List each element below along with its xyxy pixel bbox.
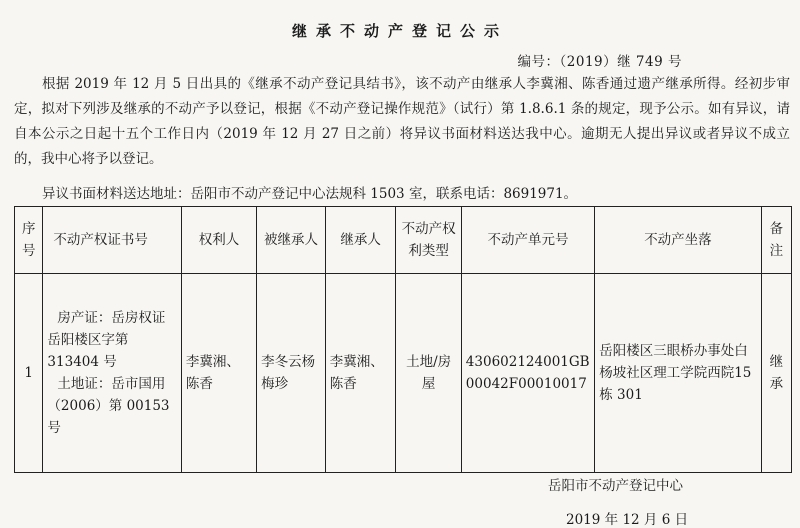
header-location: 不动产坐落 (595, 207, 761, 274)
document-number: 编号：（2019）继 749 号 (517, 54, 682, 70)
header-right-type: 不动产权利类型 (396, 207, 461, 274)
cell-location: 岳阳楼区三眼桥办事处白杨坡社区理工学院西院15 栋 301 (595, 274, 761, 473)
header-cert: 不动产权证书号 (43, 207, 182, 274)
cell-no: 1 (15, 274, 43, 473)
header-decedent: 被继承人 (257, 207, 326, 274)
notice-body: 根据 2019 年 12 月 5 日出具的《继承不动产登记具结书》，该不动产由继承人李冀湘、陈香通过遗产继承所得。经初步审定，拟对下列涉及继承的不动产予以登记，根据《不动产登记操作规范》（试行）第 1.8.6.1 条的规定，现予公示。如有异议，请自本公示之日起十五个工作日内（2019 年 12 月 27 日之前）将异议书面材料送达我中心。逾期无人提出异议或者异议不成立的，我中心将予以登记。 (14, 76, 790, 167)
cell-note: 继承 (761, 274, 791, 473)
header-heir: 继承人 (325, 207, 396, 274)
cell-unit-no: 430602124001GB00042F00010017 (461, 274, 594, 473)
cell-cert (43, 274, 182, 473)
cert-house: 房产证：岳房权证岳阳楼区字第 313404 号 (47, 310, 166, 370)
objection-address: 异议书面材料送达地址：岳阳市不动产登记中心法规科 1503 室，联系电话：8691971。 (42, 186, 578, 202)
registration-table (14, 206, 792, 473)
table-header-row (15, 207, 792, 274)
header-note: 备注 (761, 207, 791, 274)
issue-date: 2019 年 12 月 6 日 (566, 512, 689, 528)
issuing-organization: 岳阳市不动产登记中心 (548, 478, 683, 494)
cell-right-type: 土地/房屋 (396, 274, 461, 473)
header-no: 序号 (15, 207, 43, 274)
header-unit-no: 不动产单元号 (461, 207, 594, 274)
table-row (15, 274, 792, 473)
cert-land: 土地证：岳市国用（2006）第 00153 号 (47, 376, 170, 436)
cell-decedent: 李冬云杨梅珍 (257, 274, 326, 473)
cell-heir: 李冀湘、陈香 (325, 274, 396, 473)
header-right-holder: 权利人 (181, 207, 256, 274)
notice-title: 继承不动产登记公示 (291, 22, 508, 40)
cell-right-holder: 李冀湘、陈香 (181, 274, 256, 473)
